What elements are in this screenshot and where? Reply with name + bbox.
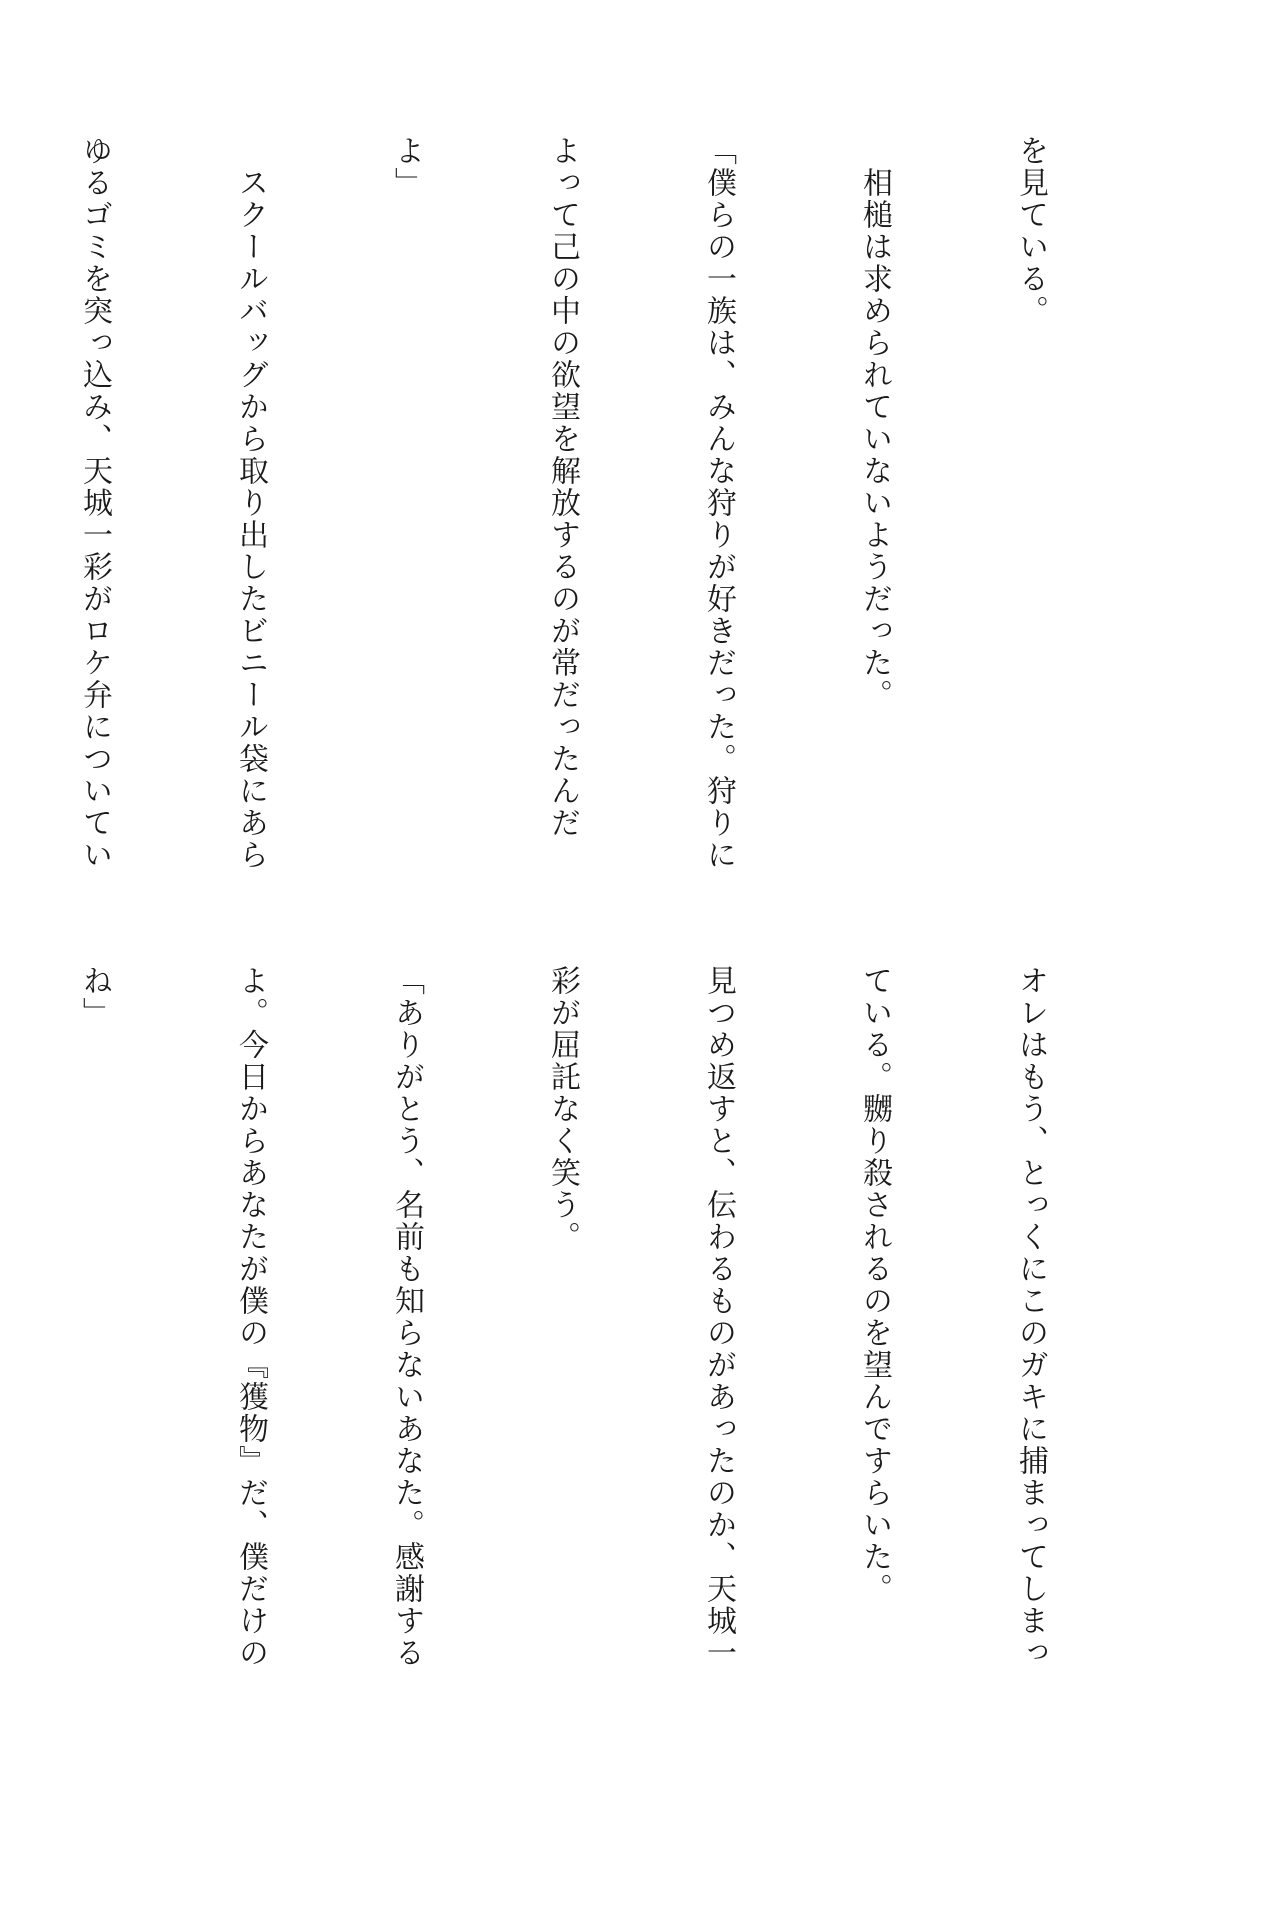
text-line: ね」 xyxy=(77,965,112,1029)
text-line: スクールバッグから取り出したビニール袋にあら xyxy=(233,135,268,871)
text-line: よって己の中の欲望を解放するのが常だったんだ xyxy=(545,135,580,839)
text-line: 彩が屈託なく笑う。 xyxy=(545,965,580,1253)
text-line: 「僕らの一族は、みんな狩りが好きだった。狩りに xyxy=(701,135,736,871)
text-line: ている。嬲り殺されるのを望んですらいた。 xyxy=(857,965,892,1605)
text-line: 「ありがとう、名前も知らないあなた。感謝する xyxy=(389,965,424,1669)
text-line: 相槌は求められていないようだった。 xyxy=(857,135,892,711)
text-line: ゆるゴミを突っ込み、天城一彩がロケ弁についてい xyxy=(77,135,112,871)
text-line: 見つめ返すと、伝わるものがあったのか、天城一 xyxy=(701,965,736,1669)
text-line: を見ている。 xyxy=(1013,135,1048,327)
text-line: オレはもう、とっくにこのガキに捕まってしまっ xyxy=(1013,965,1048,1669)
text-line: よ。今日からあなたが僕の『獲物』だ、僕だけの xyxy=(233,965,268,1669)
text-line: よ」 xyxy=(389,135,424,199)
text-block-upper xyxy=(0,135,1160,935)
text-block-lower xyxy=(0,965,1160,1725)
